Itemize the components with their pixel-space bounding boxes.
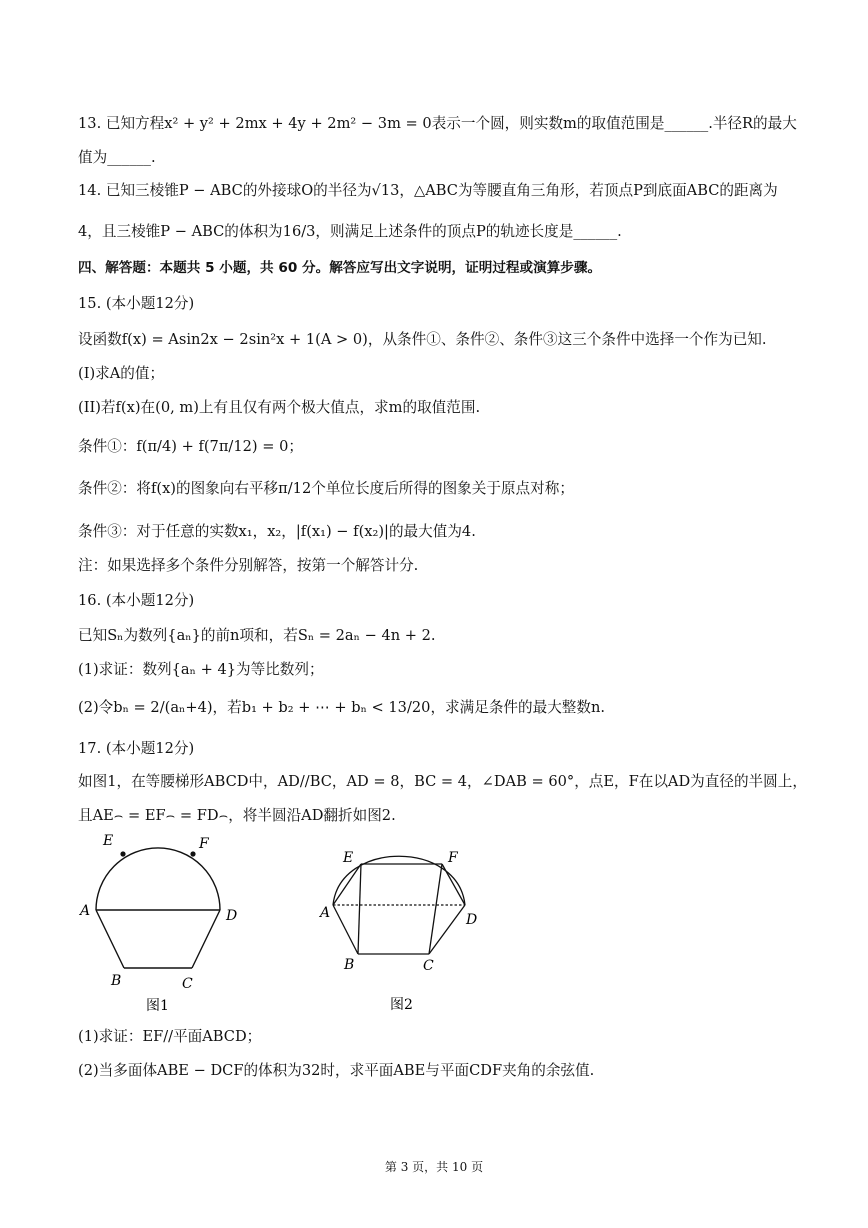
- page-footer: 第 3 页，共 10 页: [384, 1160, 484, 1174]
- fig1-label-B: B: [111, 973, 122, 989]
- q15-condition1: 条件①：f(π/4) + f(7π/12) = 0；: [78, 438, 303, 455]
- fig2-label-F: F: [448, 850, 458, 866]
- q14-line2: 4，且三棱锥P − ABC的体积为16/3，则满足上述条件的顶点P的轨迹长度是______.: [78, 223, 622, 240]
- fig1-caption: 图1: [146, 998, 169, 1014]
- fig2-segment-AB: [333, 905, 358, 954]
- fig2-segment-FC: [429, 864, 442, 954]
- q16-stem: 已知Sₙ为数列{aₙ}的前n项和，若Sₙ = 2aₙ − 4n + 2.: [78, 627, 436, 644]
- fig1-segment-AB: [96, 910, 124, 968]
- fig1-label-C: C: [182, 976, 193, 992]
- figure-1: [72, 828, 262, 1023]
- fig1-label-E: E: [103, 833, 114, 849]
- q17-part1: (1)求证：EF//平面ABCD；: [78, 1028, 262, 1045]
- q15-part2: (II)若f(x)在(0, m)上有且仅有两个极大值点，求m的取值范围.: [78, 399, 481, 416]
- q15-part1: (I)求A的值；: [78, 365, 165, 382]
- fig1-label-F: F: [199, 836, 209, 852]
- q17-stem-line2: 且AE⌢ = EF⌢ = FD⌢，将半圆沿AD翻折如图2.: [78, 807, 396, 824]
- fig1-label-A: A: [80, 903, 91, 919]
- q16-part1: (1)求证：数列{aₙ + 4}为等比数列；: [78, 661, 324, 678]
- q16-header: 16. (本小题12分): [78, 592, 195, 609]
- fig2-label-D: D: [466, 912, 478, 928]
- fig2-label-A: A: [320, 905, 331, 921]
- fig2-segment-AE: [333, 864, 361, 905]
- fig2-segment-FD: [442, 864, 465, 905]
- q14-line1: 14. 已知三棱锥P − ABC的外接球O的半径为√13，△ABC为等腰直角三角形，若顶点P到底面ABC的距离为: [78, 182, 778, 199]
- figure-2: [318, 842, 493, 1020]
- q15-note: 注：如果选择多个条件分别解答，按第一个解答计分.: [78, 557, 419, 574]
- section-heading: 四、解答题：本题共 5 小题，共 60 分。解答应写出文字说明，证明过程或演算步骤。: [78, 260, 602, 276]
- q15-condition2: 条件②：将f(x)的图象向右平移π/12个单位长度后所得的图象关于原点对称；: [78, 480, 574, 497]
- fig2-label-C: C: [423, 958, 434, 974]
- fig1-label-D: D: [226, 908, 238, 924]
- fig2-label-E: E: [343, 850, 354, 866]
- fig1-segment-CD: [192, 910, 220, 968]
- q13-line2: 值为______.: [78, 149, 156, 166]
- fig1-point-E: [120, 851, 125, 856]
- fig2-segment-EB: [358, 864, 361, 954]
- q15-condition3: 条件③：对于任意的实数x₁，x₂，|f(x₁) − f(x₂)|的最大值为4.: [78, 523, 476, 540]
- q16-part2: (2)令bₙ = 2/(aₙ+4)，若b₁ + b₂ + ⋯ + bₙ < 13/20，求满足条件的最大整数n.: [78, 699, 606, 716]
- fig1-point-F: [190, 851, 195, 856]
- q13-line1: 13. 已知方程x² + y² + 2mx + 4y + 2m² − 3m = 0表示一个圆，则实数m的取值范围是______.半径R的最大: [78, 115, 797, 132]
- q17-header: 17. (本小题12分): [78, 740, 195, 757]
- q17-part2: (2)当多面体ABE − DCF的体积为32时，求平面ABE与平面CDF夹角的余弦值.: [78, 1062, 595, 1079]
- fig1-semicircle: [96, 848, 220, 910]
- q15-header: 15. (本小题12分): [78, 295, 195, 312]
- fig2-label-B: B: [344, 957, 355, 973]
- q15-stem: 设函数f(x) = Asin2x − 2sin²x + 1(A > 0)，从条件①、条件②、条件③这三个条件中选择一个作为已知.: [78, 331, 767, 348]
- fig2-caption: 图2: [390, 997, 413, 1013]
- q17-stem-line1: 如图1，在等腰梯形ABCD中，AD//BC，AD = 8，BC = 4，∠DAB = 60°，点E，F在以AD为直径的半圆上，: [78, 773, 807, 790]
